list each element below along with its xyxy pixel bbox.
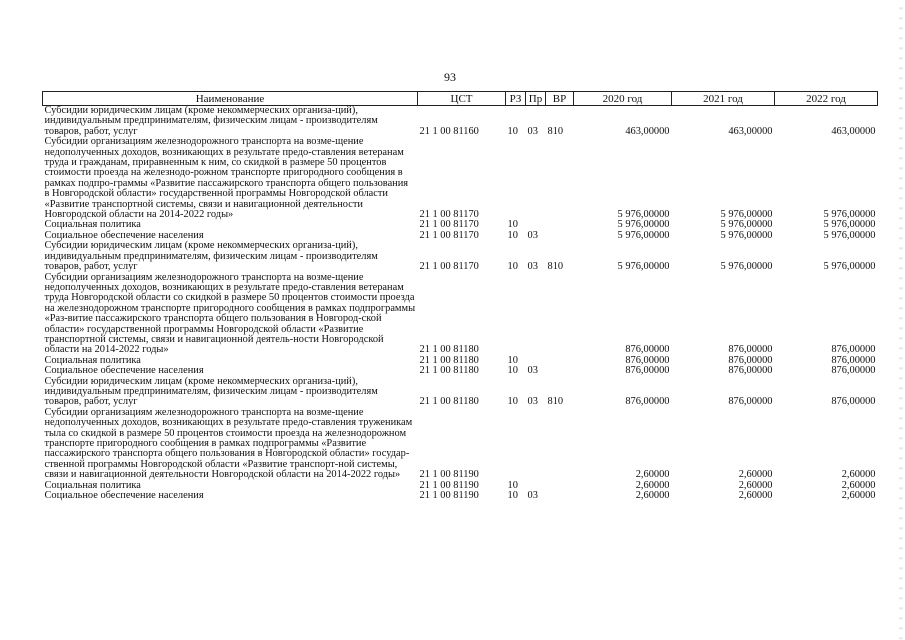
header-2021: 2021 год: [672, 92, 775, 106]
row-2021-value: 876,00000: [728, 365, 773, 377]
row-2020-value: 2,60000: [635, 479, 670, 491]
row-2021-value: 2,60000: [738, 469, 773, 481]
row-2020-value: 2,60000: [635, 469, 670, 481]
row-2021-value: 2,60000: [738, 479, 773, 491]
row-vr-cell: [546, 481, 574, 491]
row-cst-cell: 21 1 00 81180: [419, 365, 479, 377]
header-name: Наименование: [43, 92, 418, 106]
page-number: 93: [444, 70, 456, 84]
row-pr-cell: 03: [527, 125, 538, 137]
scan-edge-artifact: [899, 0, 903, 640]
row-rz-cell: 10: [507, 219, 518, 231]
row-vr-cell: [546, 366, 574, 376]
row-pr-cell: 03: [527, 365, 538, 377]
table-row: [43, 491, 878, 501]
row-rz-cell: 10: [507, 479, 518, 491]
row-2020-value: 5 976,00000: [617, 209, 670, 221]
row-rz-cell: 10: [507, 354, 518, 366]
row-pr-cell: 03: [527, 261, 538, 273]
row-vr-cell: [546, 356, 574, 366]
row-2020-value: 876,00000: [625, 344, 670, 356]
row-2021-value: 463,00000: [728, 125, 773, 137]
row-pr-cell: 03: [527, 490, 538, 502]
row-2022-value: 876,00000: [831, 365, 876, 377]
row-2020-value: 463,00000: [625, 125, 670, 137]
table-body: [43, 106, 878, 502]
row-2021-value: 5 976,00000: [720, 229, 773, 241]
row-cst-cell: 21 1 00 81190: [419, 479, 479, 491]
row-vr-cell: [546, 137, 574, 220]
table-row: [43, 366, 878, 376]
row-pr-cell: 03: [527, 229, 538, 241]
row-2021-value: 876,00000: [728, 396, 773, 408]
row-rz-cell: [506, 408, 526, 481]
row-2022-value: 463,00000: [831, 125, 876, 137]
row-2021-value: 2,60000: [738, 490, 773, 502]
row-rz-cell: 10: [507, 229, 518, 241]
row-name-cell: Субсидии организациям железнодорожного транспорта на возме-щение недополученных доходов, возникающих в результате предо-ставления труженикам тыла со скидкой в размере 50 процентов стоимости проезда на железнодорожном транспорте пригородного сообщения в рамках подпрограммы «Развитие пассажирского транспорта общего пользования в Новгородской области» государ-ственной программы Новгородской области «Развитие транспорт-ной системы, связи и навигационной деятельности Новгородской области на 2014-2022 годы»: [44, 406, 413, 481]
row-2022-value: 2,60000: [841, 490, 876, 502]
row-cst-cell: 21 1 00 81160: [419, 125, 479, 137]
row-cst-cell: 21 1 00 81170: [419, 261, 479, 273]
row-2021-value: 5 976,00000: [720, 261, 773, 273]
row-2022-value: 2,60000: [841, 479, 876, 491]
row-name-cell: Социальная политика: [44, 354, 141, 366]
table-row: [43, 137, 878, 220]
row-name-cell: Субсидии организациям железнодорожного транспорта на возме-щение недополученных доходов, возникающих в результате предо-ставления ветеранам труда и гражданам, приравненным к ним, со скидкой в размере 50 процентов стоимости проезда на железнодо-рожном транспорте пригородного сообщения в рамках подпро-граммы «Развитие пассажирского транспорта общего пользования в Новгородской области» государственной программы Новгородской области «Развитие транспортной системы, связи и навигационной деятельности Новгородской области на 2014-2022 годы»: [44, 136, 409, 221]
row-name-cell: Субсидии юридическим лицам (кроме некоммерческих организа-ций), индивидуальным предпринимателям, физическим лицам - производителям товаров, работ, услуг: [44, 375, 378, 408]
row-cst-cell: 21 1 00 81180: [419, 354, 479, 366]
row-vr-cell: 810: [547, 125, 564, 137]
table-header-row: [43, 92, 878, 106]
row-2022-value: 876,00000: [831, 344, 876, 356]
row-vr-cell: [546, 231, 574, 241]
table-row: [43, 377, 878, 408]
row-name-cell: Социальное обеспечение населения: [44, 365, 204, 377]
row-2022-value: 5 976,00000: [823, 229, 876, 241]
row-2021-value: 5 976,00000: [720, 219, 773, 231]
row-name-cell: Субсидии юридическим лицам (кроме некоммерческих организа-ций), индивидуальным предпринимателям, физическим лицам - производителям товаров, работ, услуг: [44, 105, 378, 137]
row-rz-cell: 10: [507, 490, 518, 502]
row-2020-value: 876,00000: [625, 365, 670, 377]
budget-table: [42, 91, 878, 501]
row-rz-cell: 10: [507, 365, 518, 377]
row-name-cell: Субсидии юридическим лицам (кроме некоммерческих организа-ций), индивидуальным предпринимателям, физическим лицам - производителям товаров, работ, услуг: [44, 240, 378, 273]
row-vr-cell: [546, 491, 574, 501]
row-pr-cell: [526, 408, 546, 481]
header-rz: РЗ: [506, 92, 526, 106]
row-cst-cell: 21 1 00 81170: [419, 229, 479, 241]
table-row: [43, 408, 878, 481]
row-name-cell: Социальное обеспечение населения: [44, 490, 204, 502]
row-rz-cell: 10: [507, 261, 518, 273]
row-pr-cell: [526, 273, 546, 356]
row-cst-cell: 21 1 00 81170: [419, 209, 479, 221]
row-2021-value: 876,00000: [728, 354, 773, 366]
row-2022-value: 5 976,00000: [823, 219, 876, 231]
table-row: [43, 106, 878, 138]
header-vr: ВР: [546, 92, 574, 106]
row-cst-cell: 21 1 00 81170: [419, 219, 479, 231]
row-name-cell: Социальная политика: [44, 219, 141, 231]
row-2022-value: 2,60000: [841, 469, 876, 481]
header-pr: Пр: [526, 92, 546, 106]
row-2022-value: 5 976,00000: [823, 261, 876, 273]
row-vr-cell: [546, 408, 574, 481]
row-2020-value: 5 976,00000: [617, 229, 670, 241]
row-name-cell: Субсидии организациям железнодорожного транспорта на возме-щение недополученных доходов, возникающих в результате предо-ставления ветеранам труда Новгородской области со скидкой в размере 50 процентов стоимости проезда на железнодорожном транспорте пригородного сообщения в рамках подпрограммы «Раз-витие пассажирского транспорта общего пользования в Новгород-ской области» государственной программы Новгородской области «Развитие транспортной системы, связи и навигационной деятель-ности Новгородской области на 2014-2022 годы»: [44, 271, 416, 356]
row-2022-value: 5 976,00000: [823, 209, 876, 221]
row-rz-cell: [506, 273, 526, 356]
row-2020-value: 5 976,00000: [617, 261, 670, 273]
row-vr-cell: [546, 273, 574, 356]
row-vr-cell: 810: [547, 396, 564, 408]
row-2020-value: 876,00000: [625, 354, 670, 366]
header-2020: 2020 год: [574, 92, 672, 106]
row-rz-cell: 10: [507, 125, 518, 137]
row-cst-cell: 21 1 00 81190: [419, 469, 479, 481]
row-vr-cell: [546, 220, 574, 230]
row-2022-value: 876,00000: [831, 396, 876, 408]
row-cst-cell: 21 1 00 81180: [419, 396, 479, 408]
table-row: [43, 273, 878, 356]
row-vr-cell: 810: [547, 261, 564, 273]
row-pr-cell: [526, 137, 546, 220]
header-cst: ЦСТ: [418, 92, 506, 106]
row-2022-value: 876,00000: [831, 354, 876, 366]
header-2022: 2022 год: [775, 92, 878, 106]
row-pr-cell: 03: [527, 396, 538, 408]
table-row: [43, 241, 878, 272]
row-cst-cell: 21 1 00 81190: [419, 490, 479, 502]
row-name-cell: Социальное обеспечение населения: [44, 229, 204, 241]
row-rz-cell: [506, 137, 526, 220]
row-2021-value: 876,00000: [728, 344, 773, 356]
row-rz-cell: 10: [507, 396, 518, 408]
row-2020-value: 2,60000: [635, 490, 670, 502]
row-2021-value: 5 976,00000: [720, 209, 773, 221]
row-cst-cell: 21 1 00 81180: [419, 344, 479, 356]
row-name-cell: Социальная политика: [44, 479, 141, 491]
row-2020-value: 5 976,00000: [617, 219, 670, 231]
row-2020-value: 876,00000: [625, 396, 670, 408]
